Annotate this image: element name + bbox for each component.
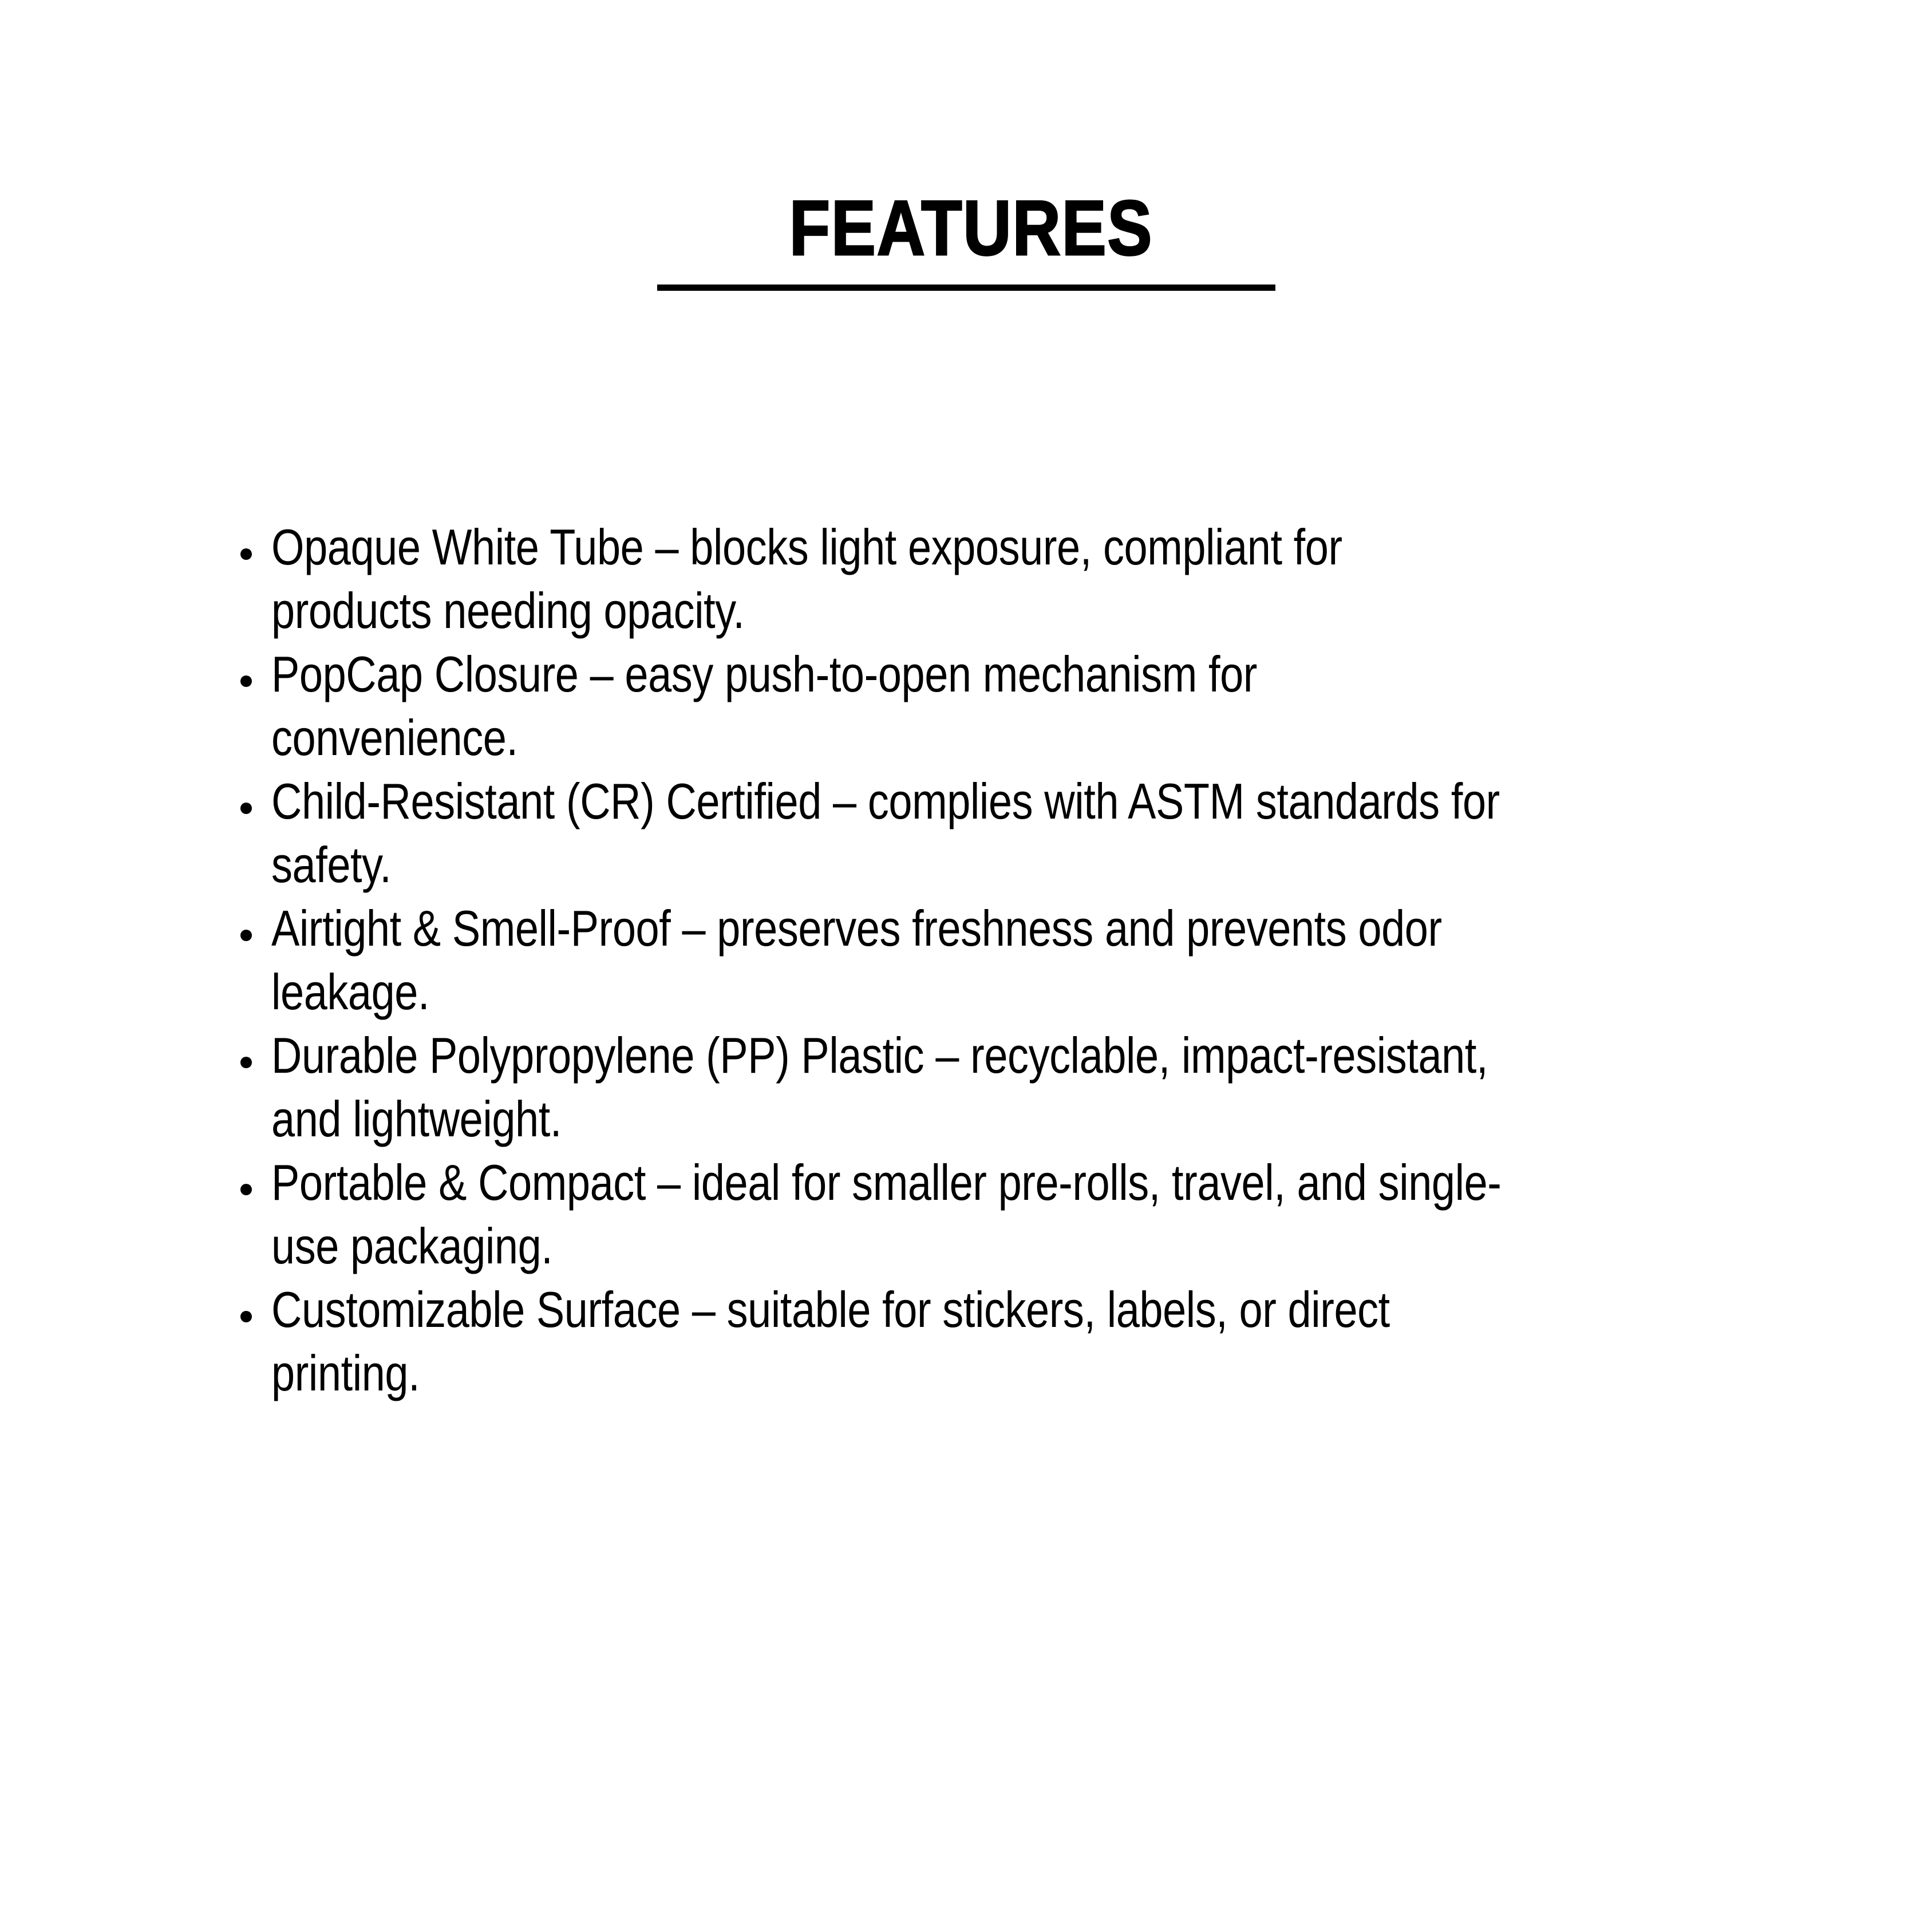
feature-text-line: products needing opacity. [271,582,745,639]
features-list [0,515,1932,1405]
title-container [0,182,1932,274]
feature-item-customizable-surface [0,1278,1932,1405]
feature-text-line: and lightweight. [271,1091,562,1147]
feature-text-line: Customizable Surface – suitable for stickers, labels, or direct [271,1281,1390,1338]
bullet-icon [240,548,252,560]
page-title: FEATURES [789,184,1153,271]
feature-item-popcap-closure [0,642,1932,769]
feature-text-line: Child-Resistant (CR) Certified – complies with ASTM standards for [271,773,1500,829]
bullet-icon [240,1311,252,1322]
feature-text-line: use packaging. [271,1218,553,1274]
feature-text-line: Durable Polypropylene (PP) Plastic – recyclable, impact-resistant, [271,1027,1488,1084]
feature-item-child-resistant [0,769,1932,896]
bullet-icon [240,803,252,814]
bullet-icon [240,930,252,941]
bullet-icon [240,1057,252,1068]
feature-item-opaque-white-tube [0,515,1932,642]
title-underline-divider [657,285,1275,291]
feature-text-line: leakage. [271,963,430,1020]
bullet-icon [240,1184,252,1195]
feature-item-durable-polypropylene [0,1024,1932,1151]
feature-text-line: Portable & Compact – ideal for smaller pre-rolls, travel, and single- [271,1154,1502,1211]
feature-item-airtight-smell-proof [0,896,1932,1024]
feature-text-line: safety. [271,836,392,893]
feature-text-line: Opaque White Tube – blocks light exposure, compliant for [271,519,1342,575]
feature-text-line: convenience. [271,709,518,766]
feature-item-portable-compact [0,1151,1932,1278]
bullet-icon [240,675,252,687]
feature-text-line: Airtight & Smell-Proof – preserves freshness and prevents odor [271,900,1442,957]
feature-text-line: PopCap Closure – easy push-to-open mechanism for [271,646,1257,702]
feature-text-line: printing. [271,1345,420,1401]
